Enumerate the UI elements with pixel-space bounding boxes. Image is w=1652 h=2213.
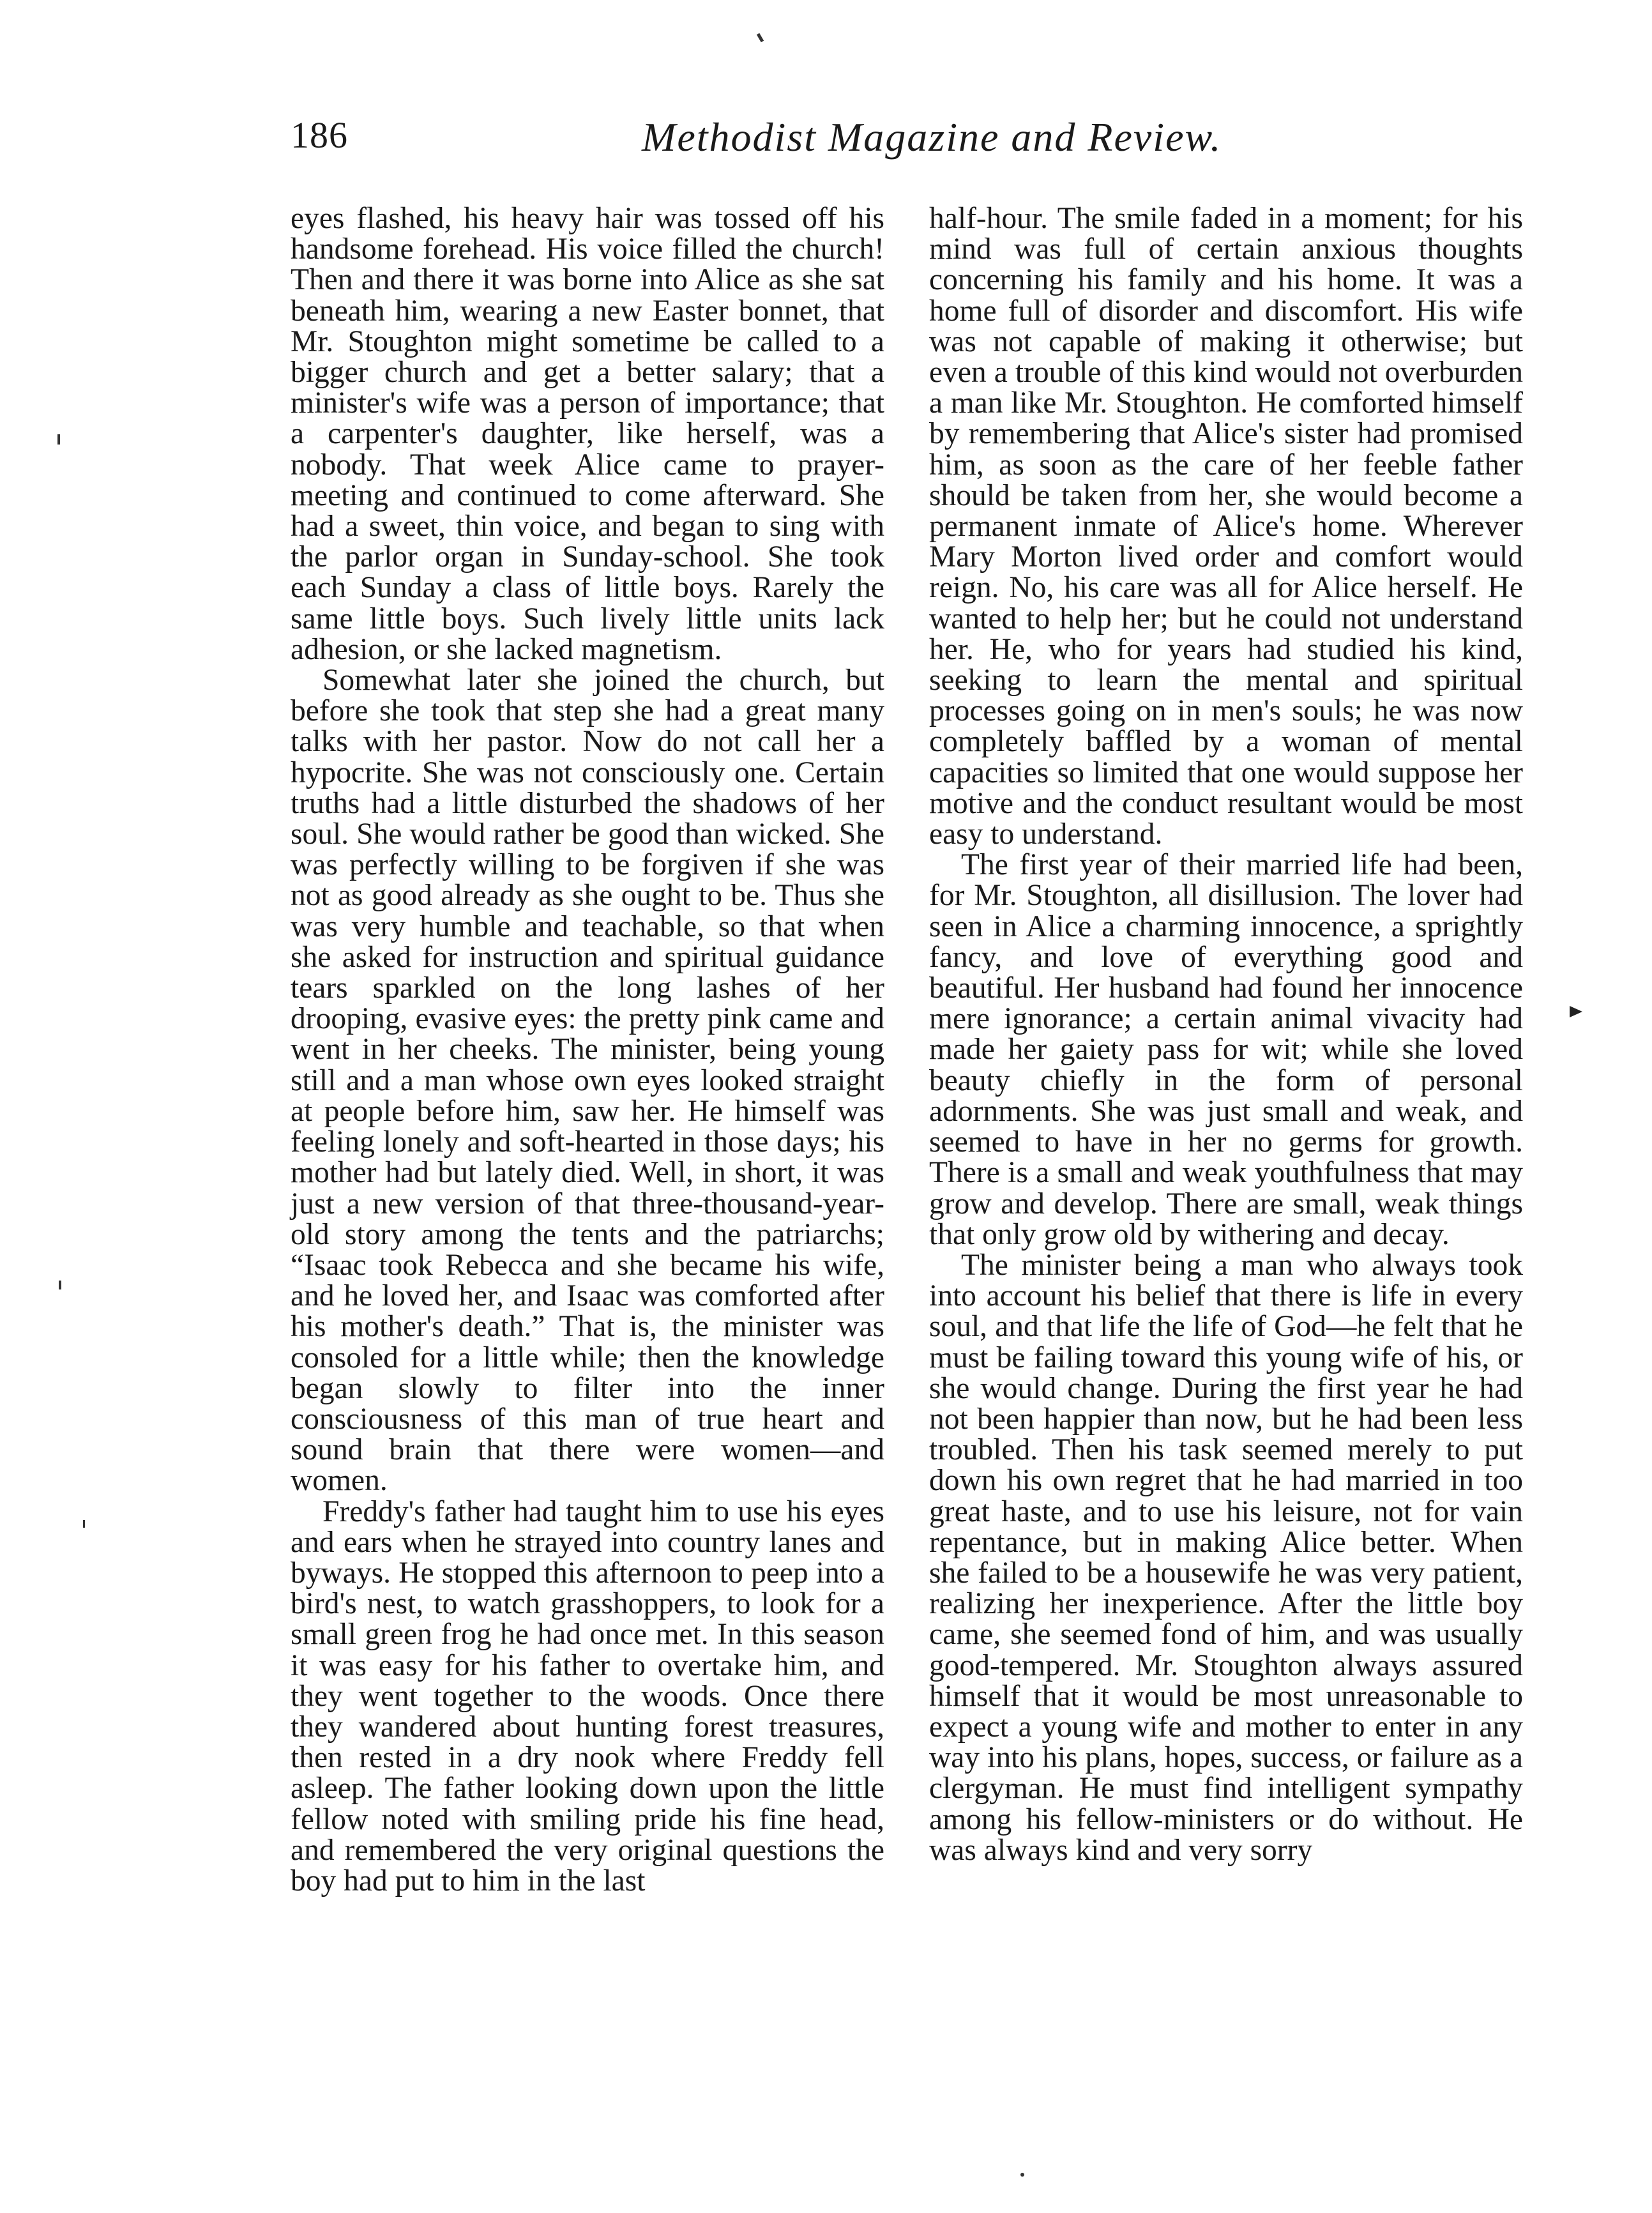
scan-speck bbox=[1020, 2173, 1024, 2177]
scan-speck bbox=[57, 434, 60, 445]
scan-speck bbox=[757, 33, 764, 43]
left-column bbox=[291, 203, 884, 1896]
right-column bbox=[929, 203, 1523, 1866]
paragraph: The minister being a man who always took into account his belief that there is life in every soul, and that life the life of God—he felt that he must be failing toward this young wife of his, or she would change. During the first year he had not been happier than now, but he had been less troubled. Then his task seemed merely to put down his own regret that he had married in too great haste, and to use his leisure, not for vain repentance, but in making Alice better. When she failed to be a housewife he was very patient, realizing her inexperience. After the little boy came, she seemed fond of him, and was usually good-tempered. Mr. Stoughton always assured himself that it would be most unreasonable to expect a young wife and mother to enter in any way into his plans, hopes, success, or failure as a clergyman. He must find intelligent sympathy among his fellow-ministers or do without. He was always kind and very sorry bbox=[929, 1248, 1523, 1867]
paragraph: Somewhat later she joined the church, but before she took that step she had a great many talks with her pastor. Now do not call her a hypocrite. She was not consciously one. Certain truths had a little disturbed the shadows of her soul. She would rather be good than wicked. She was perfectly willing to be forgiven if she was not as good already as she ought to be. Thus she was very humble and teachable, so that when she asked for instruction and spiritual guidance tears sparkled on the long lashes of her drooping, evasive eyes: the pretty pink came and went in her cheeks. The minister, being young still and a man whose own eyes looked straight at people before him, saw her. He himself was feeling lonely and soft-hearted in those days; his mother had but lately died. Well, in short, it was just a new version of that three-thousand-year-old story among the tents and the patriarchs; “Isaac took Rebecca and she became his wife, and he loved her, and Isaac was comforted after his mother's death.” That is, the minister was consoled for a little while; then the knowledge began slowly to filter into the inner consciousness of this man of true heart and sound brain that there were women—and women. bbox=[291, 664, 884, 1498]
page-number: 186 bbox=[291, 114, 348, 156]
margin-arrow-mark bbox=[1570, 1006, 1582, 1017]
paragraph: eyes flashed, his heavy hair was tossed off his handsome forehead. His voice filled the church! Then and there it was borne into Alice as she sat beneath him, wearing a new Easter bonnet, that Mr. Stoughton might sometime be called to a bigger church and get a better salary; that a minister's wife was a person of importance; that a carpenter's daughter, like herself, was a nobody. That week Alice came to prayer-meeting and continued to come afterward. She had a sweet, thin voice, and began to sing with the parlor organ in Sunday-school. She took each Sunday a class of little boys. Rarely the same little boys. Such lively little units lack adhesion, or she lacked magnetism. bbox=[291, 202, 884, 666]
paragraph: half-hour. The smile faded in a moment; for his mind was full of certain anxious thoughts concerning his family and his home. It was a home full of disorder and discomfort. His wife was not capable of making it otherwise; but even a trouble of this kind would not overburden a man like Mr. Stoughton. He comforted himself by remembering that Alice's sister had promised him, as soon as the care of her feeble father should be taken from her, she would become a permanent inmate of Alice's home. Wherever Mary Morton lived order and comfort would reign. No, his care was all for Alice herself. He wanted to help her; but he could not understand her. He, who for years had studied his kind, seeking to learn the mental and spiritual processes going on in men's souls; he was now completely baffled by a woman of mental capacities so limited that one would suppose her motive and the conduct resultant would be most easy to understand. bbox=[929, 202, 1523, 851]
scan-speck bbox=[59, 1281, 61, 1289]
paragraph: The first year of their married life had been, for Mr. Stoughton, all disillusion. The lover had seen in Alice a charming innocence, a sprightly fancy, and love of everything good and beautiful. Her husband had found her innocence mere ignorance; a certain animal vivacity had made her gaiety pass for wit; while she loved beauty chiefly in the form of personal adornments. She was just small and weak, and seemed to have in her no germs for growth. There is a small and weak youthfulness that may grow and develop. There are small, weak things that only grow old by withering and decay. bbox=[929, 848, 1523, 1251]
scan-speck bbox=[83, 1520, 85, 1528]
running-title: Methodist Magazine and Review. bbox=[642, 114, 1222, 160]
paragraph: Freddy's father had taught him to use his eyes and ears when he strayed into country lanes and byways. He stopped this afternoon to peep into a bird's nest, to watch grasshoppers, to look for a small green frog he had once met. In this season it was easy for his father to overtake him, and they went together to the woods. Once there they wandered about hunting forest treasures, then rested in a dry nook where Freddy fell asleep. The father looking down upon the little fellow noted with smiling pride his fine head, and remembered the very original questions the boy had put to him in the last bbox=[291, 1494, 884, 1897]
